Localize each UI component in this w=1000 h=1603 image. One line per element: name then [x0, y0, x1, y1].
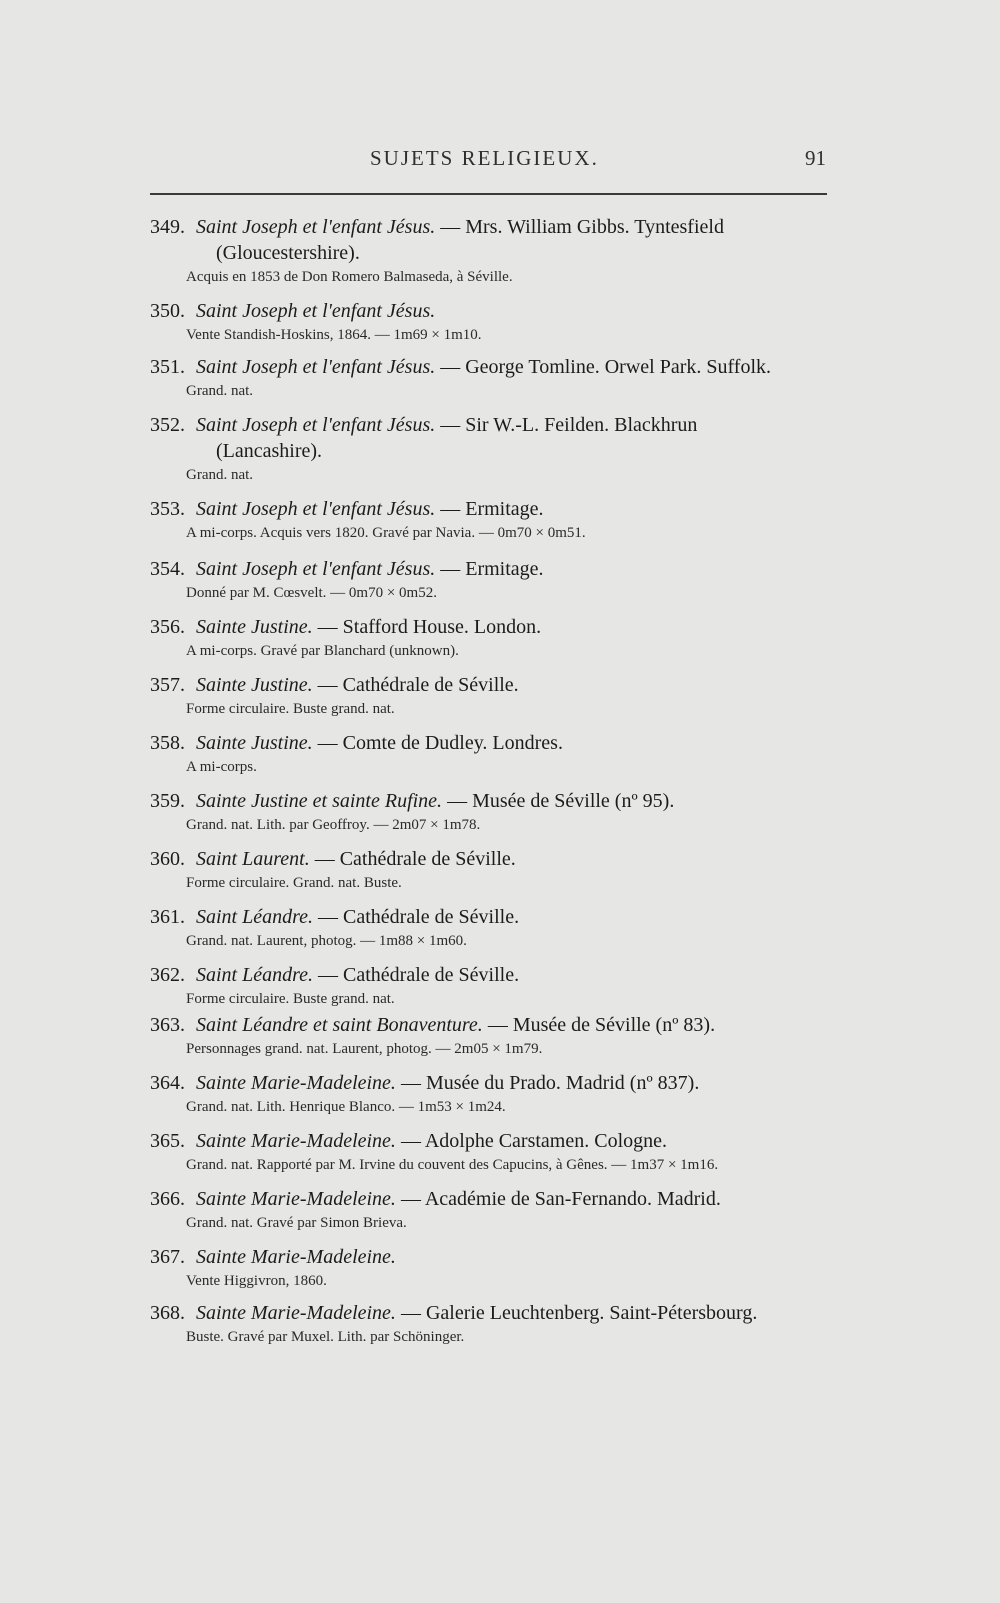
entry-note: Vente Higgivron, 1860.: [186, 1273, 327, 1289]
entry-owner: — Cathédrale de Séville.: [314, 848, 516, 870]
catalogue-entry: [150, 1186, 840, 1234]
entry-number: 354.: [150, 558, 185, 580]
entry-number: 351.: [150, 356, 185, 378]
entry-number: 360.: [150, 848, 185, 870]
catalogue-entry: [150, 1128, 840, 1176]
entry-number: 363.: [150, 1014, 185, 1036]
entry-owner: — Musée du Prado. Madrid (nº 837).: [400, 1072, 700, 1094]
entry-note: Forme circulaire. Buste grand. nat.: [186, 991, 395, 1007]
catalogue-entry: [150, 412, 840, 486]
catalogue-entry: [150, 672, 840, 720]
header-rule: [150, 193, 827, 195]
entry-number: 365.: [150, 1130, 185, 1152]
entry-title: Saint Joseph et l'enfant Jésus.: [196, 498, 436, 520]
entry-number: 352.: [150, 414, 185, 436]
catalogue-entry: [150, 1244, 840, 1292]
entry-title: Sainte Marie-Madeleine.: [196, 1302, 396, 1324]
entry-owner: — Cathédrale de Séville.: [318, 906, 520, 928]
entry-note: Acquis en 1853 de Don Romero Balmaseda, à Séville.: [186, 269, 513, 285]
entry-owner: — Musée de Séville (nº 95).: [447, 790, 675, 812]
catalogue-entry: [150, 788, 840, 836]
entry-number: 367.: [150, 1246, 185, 1268]
catalogue-entry: [150, 1070, 840, 1118]
entry-title: Sainte Marie-Madeleine.: [196, 1246, 396, 1268]
entry-owner: — Adolphe Carstamen. Cologne.: [400, 1130, 668, 1152]
entry-title: Sainte Marie-Madeleine.: [196, 1072, 396, 1094]
entry-owner: — Musée de Séville (nº 83).: [487, 1014, 716, 1036]
catalogue-entry: [150, 730, 840, 778]
entry-number: 349.: [150, 216, 185, 238]
entry-number: 357.: [150, 674, 185, 696]
entry-owner: — Cathédrale de Séville.: [317, 674, 519, 696]
entry-number: 356.: [150, 616, 185, 638]
catalogue-entry: [150, 214, 840, 288]
entry-title: Saint Léandre.: [196, 964, 314, 986]
entry-title: Saint Laurent.: [196, 848, 310, 870]
entry-owner: — Sir W.-L. Feilden. Blackhrun: [440, 414, 698, 436]
entry-note: Grand. nat. Gravé par Simon Brieva.: [186, 1215, 407, 1231]
entry-title: Sainte Justine.: [196, 616, 313, 638]
entry-owner: — George Tomline. Orwel Park. Suffolk.: [440, 356, 772, 378]
entry-title: Sainte Justine.: [196, 674, 313, 696]
entry-note: Grand. nat.: [186, 383, 254, 399]
entry-title: Saint Joseph et l'enfant Jésus.: [196, 300, 436, 322]
entry-owner: — Académie de San-Fernando. Madrid.: [400, 1188, 721, 1210]
catalogue-entry: [150, 298, 840, 346]
catalogue-entry: [150, 1012, 840, 1060]
entry-number: 359.: [150, 790, 185, 812]
entry-owner: — Ermitage.: [440, 558, 544, 580]
catalogue-entry: [150, 846, 840, 894]
page-number: 91: [805, 146, 826, 170]
entry-note: A mi-corps.: [186, 759, 257, 775]
entry-title: Saint Joseph et l'enfant Jésus.: [196, 558, 436, 580]
entry-title: Sainte Marie-Madeleine.: [196, 1188, 396, 1210]
entry-title: Sainte Marie-Madeleine.: [196, 1130, 396, 1152]
entry-number: 362.: [150, 964, 185, 986]
entry-note: Grand. nat. Rapporté par M. Irvine du couvent des Capucins, à Gênes. — 1m37 × 1m16.: [186, 1157, 719, 1173]
entry-note: Grand. nat. Lith. Henrique Blanco. — 1m53 × 1m24.: [186, 1099, 506, 1115]
entry-note: Donné par M. Cœsvelt. — 0m70 × 0m52.: [186, 585, 437, 601]
entry-note: Buste. Gravé par Muxel. Lith. par Schöninger.: [186, 1329, 465, 1345]
entry-note: Grand. nat. Lith. par Geoffroy. — 2m07 × 1m78.: [186, 817, 481, 833]
entry-title: Saint Joseph et l'enfant Jésus.: [196, 356, 436, 378]
entry-number: 361.: [150, 906, 185, 928]
running-header: SUJETS RELIGIEUX.: [370, 146, 599, 170]
catalogue-entry: [150, 904, 840, 952]
entry-title: Saint Joseph et l'enfant Jésus.: [196, 216, 436, 238]
entry-title: Saint Joseph et l'enfant Jésus.: [196, 414, 436, 436]
catalogue-entry: [150, 354, 840, 402]
catalogue-entry: [150, 614, 840, 662]
entry-number: 350.: [150, 300, 185, 322]
entry-owner: — Stafford House. London.: [317, 616, 542, 638]
entry-owner: — Comte de Dudley. Londres.: [317, 732, 563, 754]
catalogue-entry: [150, 1300, 840, 1348]
entry-number: 364.: [150, 1072, 185, 1094]
entry-owner: — Cathédrale de Séville.: [318, 964, 520, 986]
entry-note: A mi-corps. Gravé par Blanchard (unknown).: [186, 643, 459, 659]
entry-number: 368.: [150, 1302, 185, 1324]
entry-owner: — Mrs. William Gibbs. Tyntesfield: [440, 216, 724, 238]
catalogue-entry: [150, 496, 840, 544]
entry-note: Forme circulaire. Grand. nat. Buste.: [186, 875, 402, 891]
entry-title: Sainte Justine et sainte Rufine.: [196, 790, 443, 812]
entry-note: A mi-corps. Acquis vers 1820. Gravé par Navia. — 0m70 × 0m51.: [186, 525, 586, 541]
entry-title: Saint Léandre et saint Bonaventure.: [196, 1014, 483, 1036]
entry-number: 358.: [150, 732, 185, 754]
entry-note: Grand. nat.: [186, 467, 254, 483]
entry-note: Personnages grand. nat. Laurent, photog. — 2m05 × 1m79.: [186, 1041, 543, 1057]
entry-note: Grand. nat. Laurent, photog. — 1m88 × 1m60.: [186, 933, 467, 949]
entry-owner-continued: (Gloucestershire).: [216, 242, 360, 264]
catalogue-entry: [150, 556, 840, 604]
entry-note: Forme circulaire. Buste grand. nat.: [186, 701, 395, 717]
entry-number: 353.: [150, 498, 185, 520]
entry-number: 366.: [150, 1188, 185, 1210]
entry-note: Vente Standish-Hoskins, 1864. — 1m69 × 1m10.: [186, 327, 482, 343]
entry-title: Sainte Justine.: [196, 732, 313, 754]
entry-owner-continued: (Lancashire).: [216, 440, 323, 462]
entry-owner: — Ermitage.: [440, 498, 544, 520]
catalogue-entry: [150, 962, 840, 1010]
entry-title: Saint Léandre.: [196, 906, 314, 928]
entry-owner: — Galerie Leuchtenberg. Saint-Pétersbourg.: [400, 1302, 758, 1324]
